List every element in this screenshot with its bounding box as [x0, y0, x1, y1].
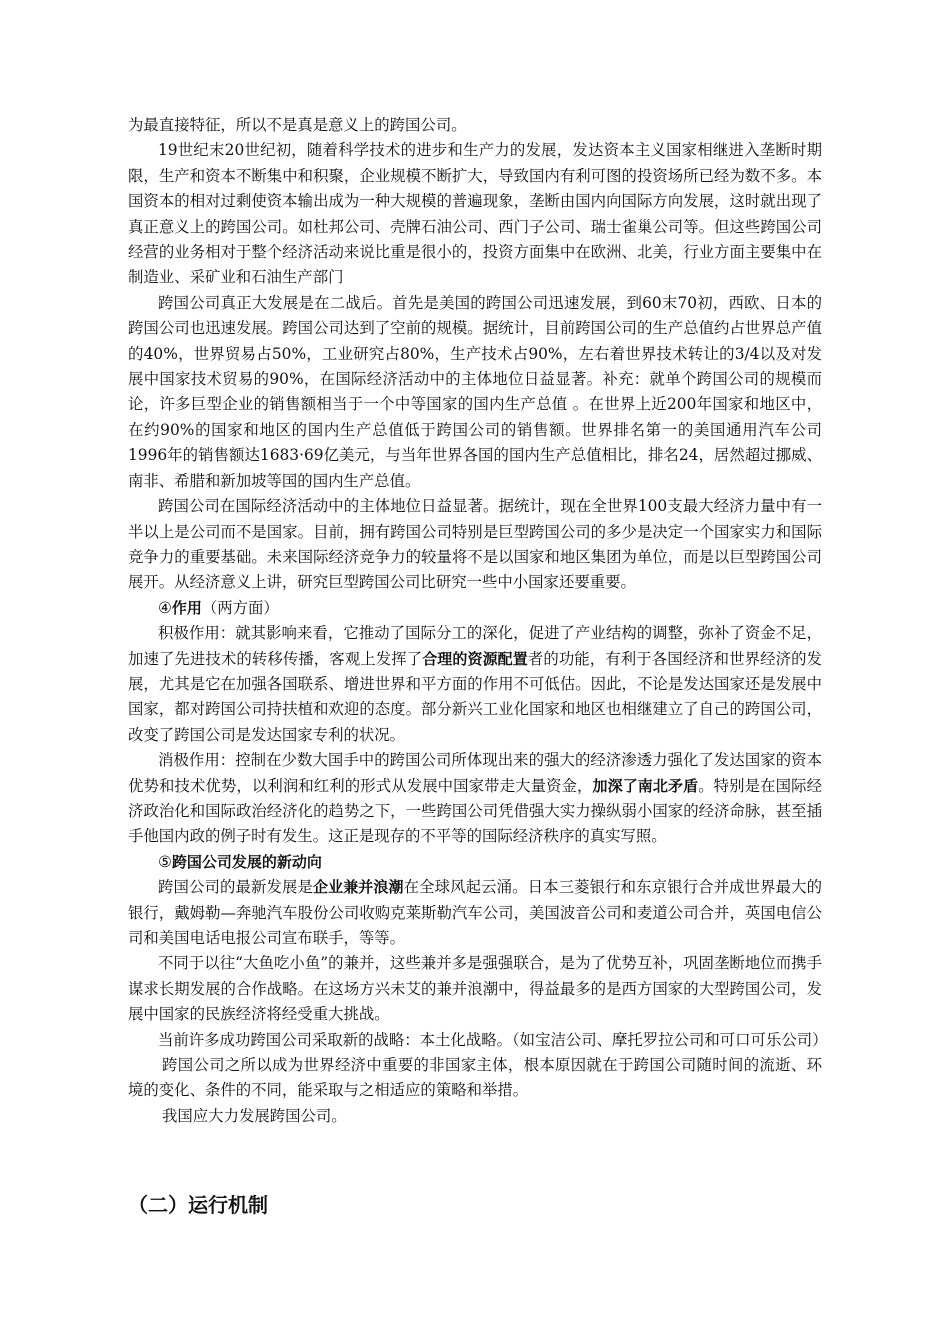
document-body [128, 113, 828, 1129]
positive-role-text-b: 者的功能，有利于各国经济和世界经济的发展，尤其是它在加强各国联系、增进世界和平方面的作用不可低估。因此，不论是发达国家还是发展中国家，都对跨国公司持扶植和欢迎的态度。部分新兴工业化国家和地区也相继建立了自己的跨国公司，改变了跨国公司是发达国家专利的状况。 [128, 649, 822, 744]
merger-wave-text-a: 跨国公司的最新发展是 [158, 878, 313, 897]
merger-wave-bold: 企业兼并浪潮 [312, 878, 404, 897]
heading-role [128, 596, 822, 621]
positive-role-bold: 合理的资源配置 [422, 649, 528, 668]
heading-new-trends-bold: 跨国公司发展的新动向 [171, 852, 322, 871]
paragraph-root-cause: 跨国公司之所以成为世界经济中重要的非国家主体，根本原因就在于跨国公司随时间的流逝、环境的变化、条件的不同，能采取与之相适应的策略和举措。 [128, 1056, 822, 1100]
negative-role-text-a: 消极作用：控制在少数大国手中的跨国公司所体现出来的强大的经济渗透力强化了发达国家的资本优势和技术优势，以利润和红利的形式从发展中国家带走大量资金， [128, 751, 822, 795]
merger-wave-text-b: 在全球风起云涌。日本三菱银行和东京银行合并成世界最大的银行，戴姆勒—奔驰汽车股份公司收购克莱斯勒汽车公司，美国波音公司和麦道公司合并，英国电信公司和美国电话电报公司宣布联手，等等。 [128, 878, 822, 947]
paragraph-positive-role [128, 621, 822, 748]
paragraph-negative-role [128, 748, 822, 850]
circled-number-4: ④ [158, 598, 172, 617]
paragraph-subject-status: 跨国公司在国际经济活动中的主体地位日益显著。据统计，现在全世界100支最大经济力量中有一半以上是公司而不是国家。目前，拥有跨国公司特别是巨型跨国公司的多少是决定一个国家实力和国际竞争力的重要基础。未来国际经济竞争力的较量将不是以国家和地区集团为单位，而是以巨型跨国公司展开。从经济意义上讲，研究巨型跨国公司比研究一些中小国家还要重要。 [128, 497, 822, 592]
paragraph-postwar-development: 跨国公司真正大发展是在二战后。首先是美国的跨国公司迅速发展，到60末70初，西欧、日本的跨国公司也迅速发展。跨国公司达到了空前的规模。据统计，目前跨国公司的生产总值约占世界总产值的40%，世界贸易占50%，工业研究占80%，生产技术占90%，左右着世界技术转让的3/4以及对发展中国家技术贸易的90%，在国际经济活动中的主体地位日益显著。补充：就单个跨国公司的规模而论，许多巨型企业的销售额相当于一个中等国家的国内生产总值 。在世界上近200年国家和地区中，在约90%的国家和地区的国内生产总值低于跨国公司的销售额。世界排名第一的美国通用汽车公司1996年的销售额达1683·69亿美元，与当年世界各国的国内生产总值相比，排名24，居然超过挪威、南非、希腊和新加坡等国的国内生产总值。 [128, 293, 822, 490]
paragraph-strong-alliance: 不同于以往“大鱼吃小鱼”的兼并，这些兼并多是强强联合，是为了优势互补，巩固垄断地位而携手谋求长期发展的合作战略。在这场方兴未艾的兼并浪潮中，得益最多的是西方国家的大型跨国公司，发展中国家的民族经济将经受重大挑战。 [128, 954, 822, 1024]
negative-role-bold: 加深了南北矛盾 [592, 776, 699, 795]
paragraph-intro-tail: 为最直接特征，所以不是真是意义上的跨国公司。 [128, 116, 467, 134]
circled-number-5: ⑤ [158, 852, 172, 871]
heading-role-note: （两方面） [201, 598, 279, 617]
positive-role-text-a: 积极作用：就其影响来看，它推动了国际分工的深化，促进了产业结构的调整，弥补了资金不足，加速了先进技术的转移传播，客观上发挥了 [128, 624, 822, 668]
heading-new-trends [128, 850, 822, 875]
section-heading: （二）运行机制 [128, 1193, 268, 1217]
negative-role-text-b: 。特别是在国际经济政治化和国际政治经济化的趋势之下，一些跨国公司凭借强大实力操纵弱小国家的经济命脉，甚至插手他国内政的例子时有发生。这正是现存的不平等的国际经济秩序的真实写照。 [128, 776, 822, 846]
heading-role-bold: 作用 [171, 598, 202, 617]
paragraph-merger-wave [128, 875, 822, 951]
paragraph-origin: 19世纪末20世纪初，随着科学技术的进步和生产力的发展，发达资本主义国家相继进入垄断时期限，生产和资本不断集中和积聚，企业规模不断扩大，导致国内有利可图的投资场所已经为数不多。本国资本的相对过剩使资本输出成为一种大规模的普遍现象，垄断由国内向国际方向发展，这时就出现了真正意义上的跨国公司。如杜邦公司、壳牌石油公司、西门子公司、瑞士雀巢公司等。但这些跨国公司经营的业务相对于整个经济活动来说比重是很小的，投资方面集中在欧洲、北美，行业方面主要集中在制造业、采矿业和石油生产部门 [128, 141, 822, 287]
paragraph-localization: 当前许多成功跨国公司采取新的战略：本土化战略。（如宝洁公司、摩托罗拉公司和可口可乐公司） [158, 1030, 828, 1049]
paragraph-conclusion: 我国应大力发展跨国公司。 [162, 1106, 347, 1125]
